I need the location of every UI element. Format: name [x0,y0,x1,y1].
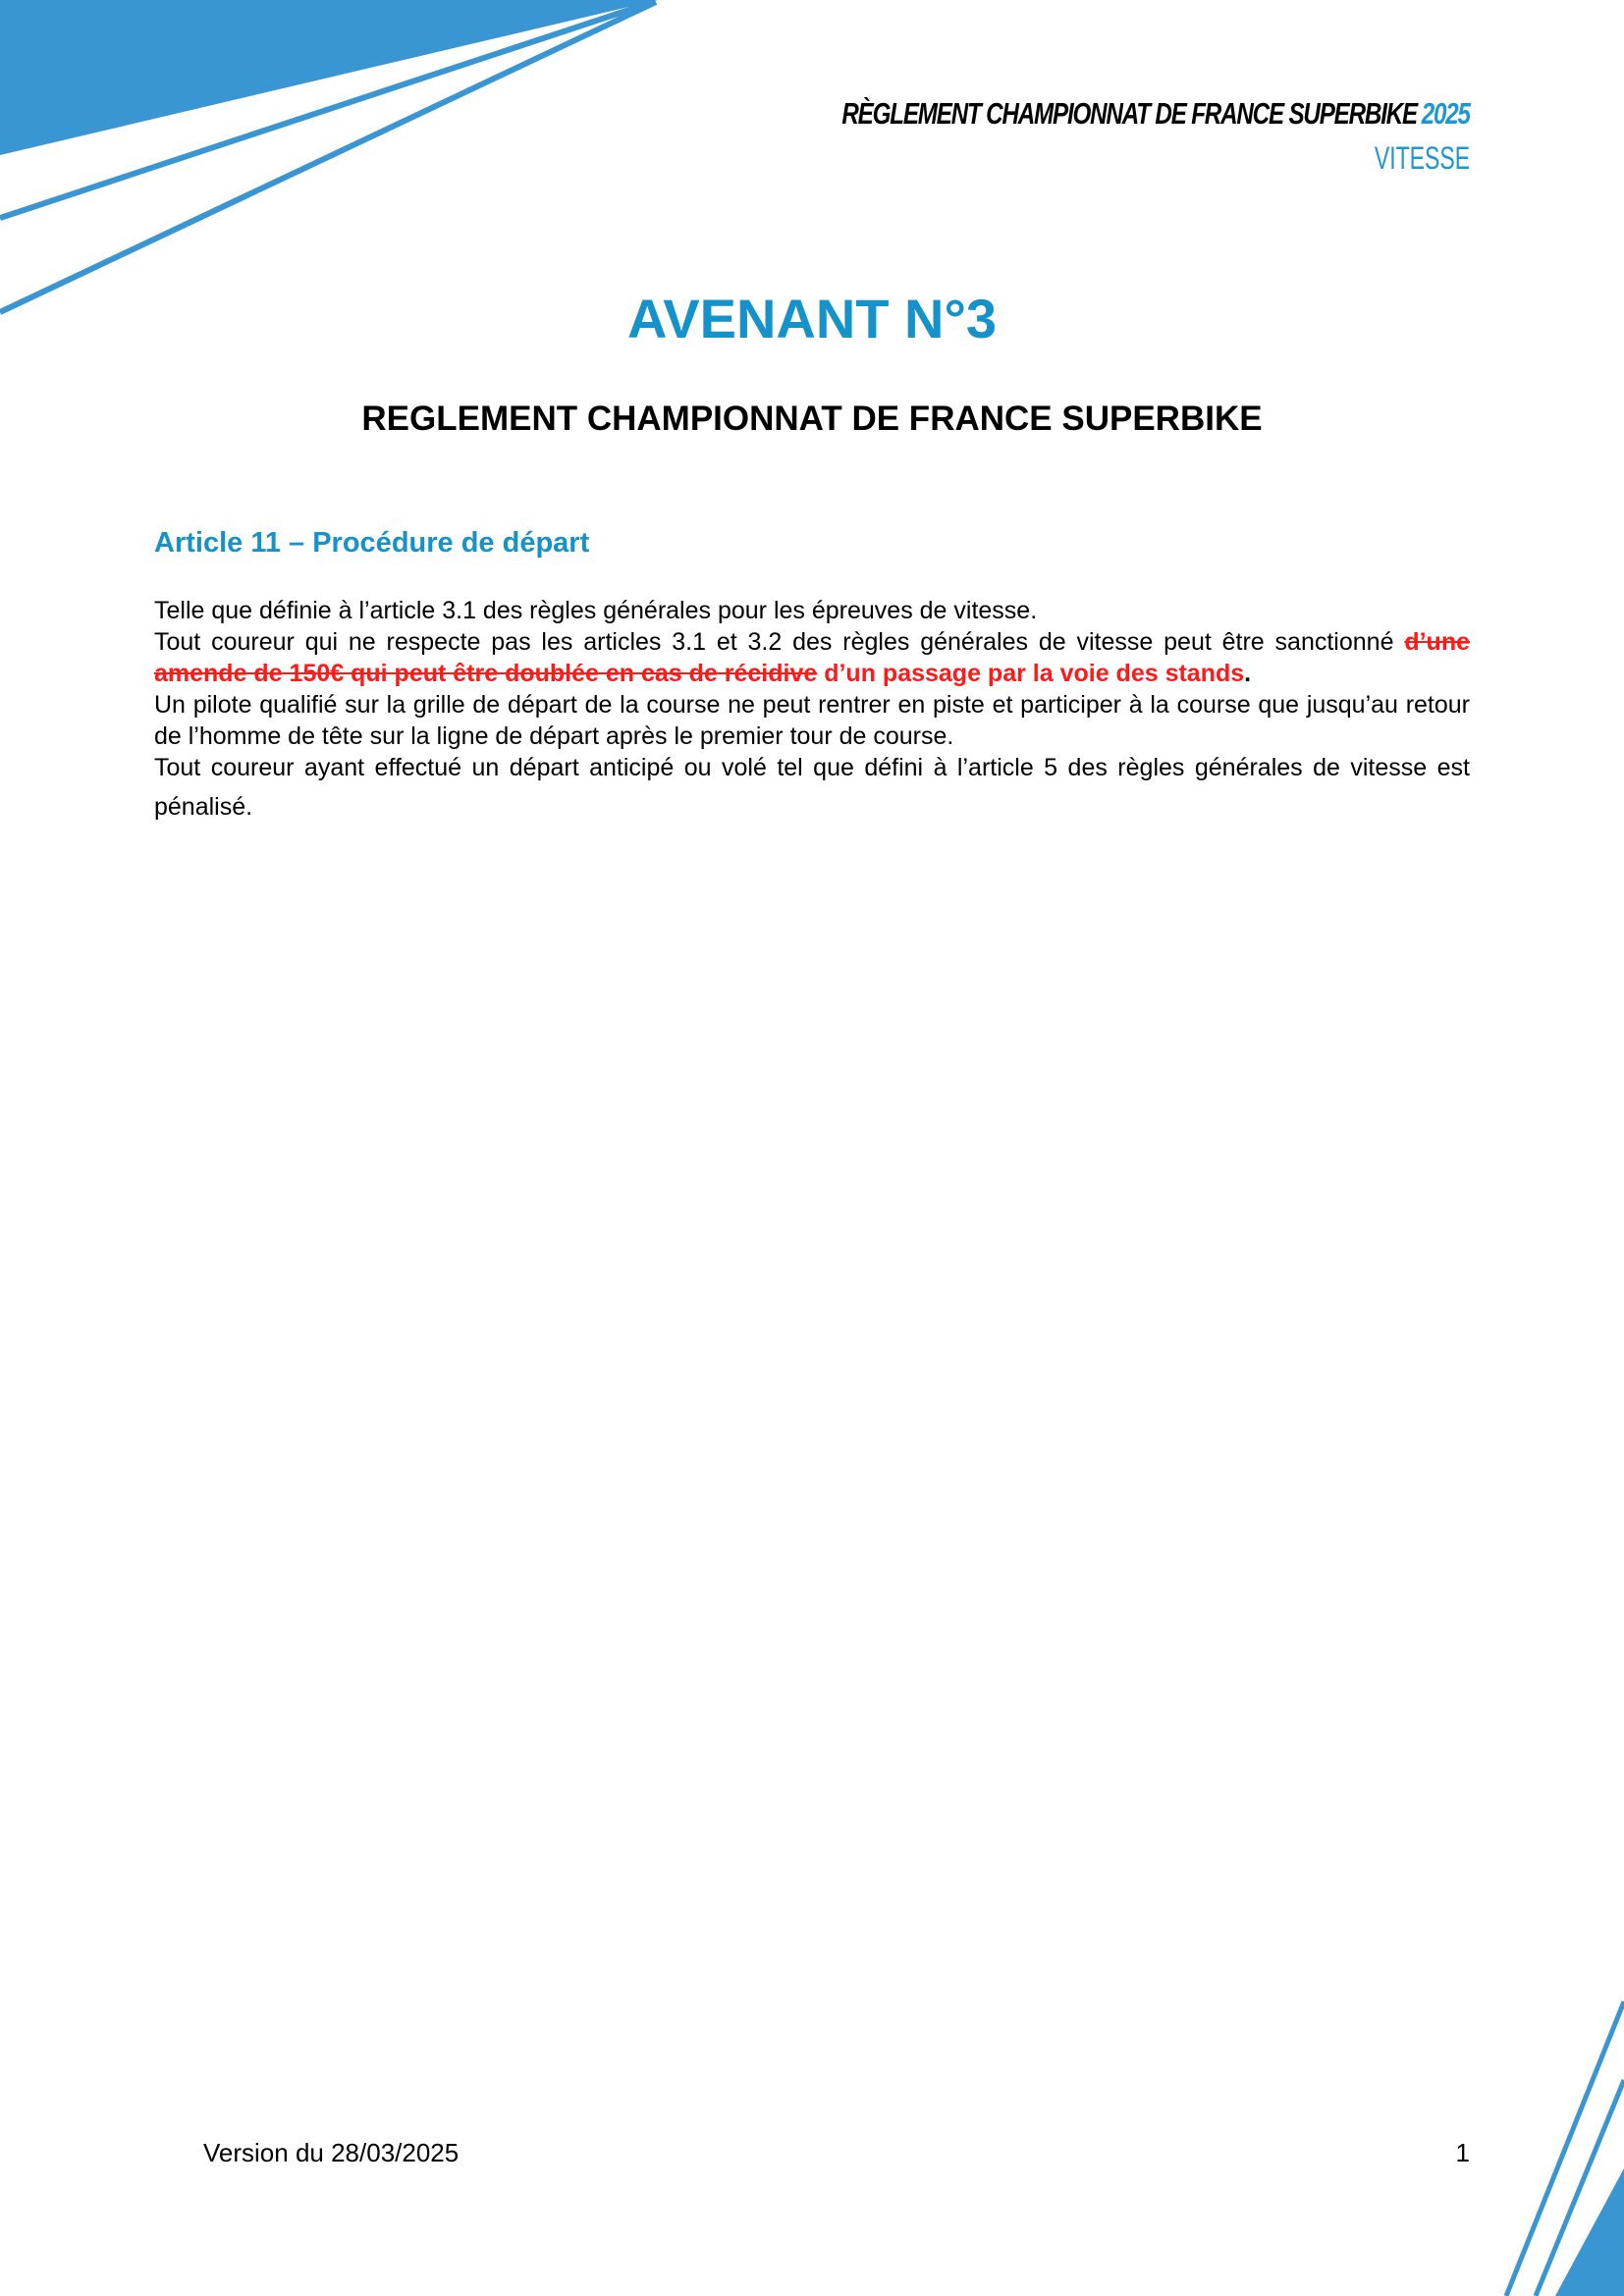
footer-version: Version du 28/03/2025 [203,2138,460,2167]
paragraph-2-period: . [1244,660,1252,687]
article-paragraph-1: Telle que définie à l’article 3.1 des règles générales pour les épreuves de vitesse. [154,597,1038,624]
article-paragraph-2 [154,626,1470,689]
article-body [154,595,1470,827]
article-title: Article 11 – Procédure de départ [154,527,590,559]
header-discipline: VITESSE [1374,140,1470,176]
added-amendment-text: d’un passage par la voie des stands [824,660,1245,687]
document-title: AVENANT N°3 [626,288,998,349]
article-paragraph-3: Un pilote qualifié sur la grille de départ de la course ne peut rentrer en piste et participer à la course que jusqu’au retour de l’homme de tête sur la ligne de départ après le premier tour de course. [154,691,1470,750]
paragraph-2-text: Tout coureur qui ne respecte pas les articles 3.1 et 3.2 des règles générales de vitesse peut être sanctionné [154,628,1394,656]
header-title [842,96,1470,132]
top-left-blue-band [0,0,658,155]
bottom-right-blue-band [1555,2168,1624,2296]
bottom-right-decoration [1496,1972,1624,2296]
top-left-decoration [0,0,668,324]
page-number: 1 [1455,2138,1470,2167]
struck-amendment-text: d’une amende de 150€ qui peut être doublée en cas de récidive [154,628,1470,687]
article-paragraph-4: Tout coureur ayant effectué un départ anticipé ou volé tel que défini à l’article 5 des règles générales de vitesse est pénalisé. [154,754,1470,821]
header-year: 2025 [1421,96,1470,131]
document-subtitle: REGLEMENT CHAMPIONNAT DE FRANCE SUPERBIKE [361,400,1263,438]
header-title-text: RÈGLEMENT CHAMPIONNAT DE FRANCE SUPERBIKE [841,96,1418,131]
